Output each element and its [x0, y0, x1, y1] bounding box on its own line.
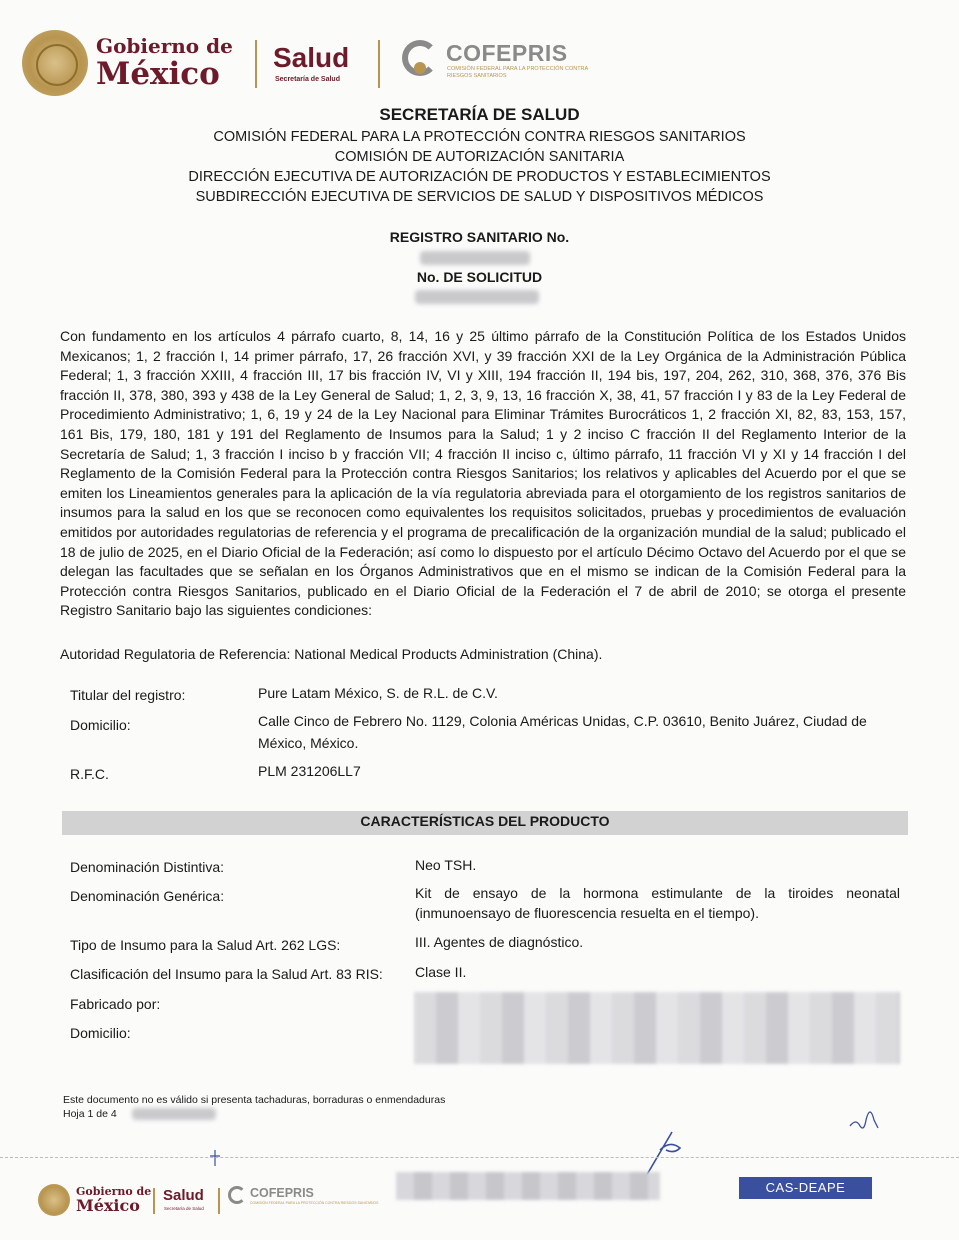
generica-label: Denominación Genérica:: [70, 888, 225, 904]
small-mark: [205, 1148, 225, 1170]
titular-label: Titular del registro:: [70, 687, 186, 703]
footer-salud-text: Salud: [163, 1187, 204, 1204]
initials-mark: [844, 1090, 884, 1140]
redacted-registro: [420, 251, 530, 265]
autoridad-text: Autoridad Regulatoria de Referencia: National Medical Products Administration (China).: [60, 646, 603, 662]
footer-cofepris-subtitle: COMISIÓN FEDERAL PARA LA PROTECCIÓN CONTRA RIESGOS SANITARIOS: [250, 1201, 379, 1205]
footer-cofepris-text: COFEPRIS: [250, 1186, 314, 1200]
title-line-3: DIRECCIÓN EJECUTIVA DE AUTORIZACIÓN DE PRODUCTOS Y ESTABLECIMIENTOS: [188, 169, 771, 185]
cofepris-logo-text: COFEPRIS: [446, 40, 568, 66]
gobierno-top-text: Gobierno de: [96, 34, 233, 58]
redacted-footer-code-2: [396, 1172, 660, 1200]
clasificacion-value: Clase II.: [415, 964, 467, 980]
registro-label: REGISTRO SANITARIO No.: [389, 229, 570, 245]
footer-salud-subtitle: Secretaría de Salud: [164, 1206, 204, 1211]
domicilio-value-1: Calle Cinco de Febrero No. 1129, Colonia Américas Unidas, C.P. 03610, Benito Juárez, Ciudad de: [258, 713, 867, 729]
fabricante-domicilio-label: Domicilio:: [70, 1025, 131, 1041]
rfc-label: R.F.C.: [70, 766, 109, 782]
footer-mexico-seal-logo: [38, 1184, 70, 1216]
fabricado-label: Fabricado por:: [70, 996, 161, 1012]
cas-deape-badge: CAS-DEAPE: [739, 1177, 872, 1199]
footer-divider-bar: [218, 1188, 220, 1214]
cofepris-subtitle: COMISIÓN FEDERAL PARA LA PROTECCIÓN CONTRA RIESGOS SANITARIOS: [447, 66, 588, 79]
domicilio-value-2: México, México.: [258, 735, 359, 751]
title-line-1: COMISIÓN FEDERAL PARA LA PROTECCIÓN CONTRA RIESGOS SANITARIOS: [213, 129, 746, 145]
title-line-2: COMISIÓN DE AUTORIZACIÓN SANITARIA: [334, 149, 625, 165]
page-counter: Hoja 1 de 4: [63, 1108, 117, 1120]
generica-value-2: (inmunoensayo de fluorescencia resuelta en el tiempo).: [415, 905, 759, 921]
page-title: SECRETARÍA DE SALUD: [379, 105, 580, 124]
footer-gobierno-top: Gobierno de: [76, 1185, 152, 1198]
clasificacion-label: Clasificación del Insumo para la Salud Art. 83 RIS:: [70, 966, 383, 982]
domicilio-label: Domicilio:: [70, 717, 131, 733]
header-divider: [378, 40, 380, 88]
redacted-solicitud: [415, 290, 539, 304]
legal-paragraph: Con fundamento en los artículos 4 párrafo cuarto, 8, 14, 16 y 25 último párrafo de la Constitución Política de los Estados Unidos Mexicanos; 1, 2 fracción I, 14 primer párrafo, 17, 26 fracción XVI, y 39 fracción XXI de la Ley Orgánica de la Administración Pública Federal; 1, 3 fracción XXIII, 4 fracción III, 17 bis fracción IV, VI y XIII, 194 fracción II, 194 bis, 197, 204, 262, 310, 368, 376, 376 Bis fracción II, 378, 380, 393 y 438 de la Ley General de Salud; 1, 2, 3, 9, 13, 16 fracción X, 38, 41, 57 fracción I y 83 de la Ley Federal de Procedimiento Administrativo; 1, 6, 19 y 24 de la Ley Nacional para Eliminar Trámites Burocráticos 1, 2 fracción XI, 82, 83, 153, 157, 161 Bis, 179, 180, 181 y 191 del Reglamento de Insumos para la Salud; 1 y 2 inciso C fracción II del Reglamento Interior de la Secretaría de Salud; 1, 3 fracción I inciso b y fracción VII; 4 fracción II inciso c, último párrafo, 11 fracción VI y XI y 14 fracción I del Reglamento de la Comisión Federal para la Protección contra Riesgos Sanitarios; los relativos y aplicables del Acuerdo por el que se emiten los Lineamientos generales para la aplicación de la vía regulatoria abreviada para el otorgamiento de los registros sanitarios de insumos para la salud en los que se reconocen como equivalentes los requisitos solicitados, pruebas y procedimientos de evaluación emitidos por autoridades regulatorias de referencia y el programa de precalificación de la organización mundial de la salud; publicado el 18 de julio de 2025, en el Diario Oficial de la Federación; así como lo dispuesto por el artículo Décimo Octavo del Acuerdo por el que se delegan las facultades que se señalan en los Órganos Administrativos que en el mismo se indican de la Comisión Federal para la Protección contra Riesgos Sanitarios, publicado en el Diario Oficial de la Federación el 7 de abril de 2010; se otorga el presente Registro Sanitario bajo las siguientes condiciones:: [60, 328, 906, 619]
cofepris-dot-icon: [414, 62, 426, 74]
footer-cofepris-icon: [228, 1186, 246, 1204]
mexico-seal-logo: [22, 30, 88, 96]
footer-divider-bar: [153, 1188, 155, 1214]
titular-value: Pure Latam México, S. de R.L. de C.V.: [258, 685, 498, 701]
footer-divider: [0, 1157, 959, 1158]
distintiva-value: Neo TSH.: [415, 857, 477, 873]
title-line-4: SUBDIRECCIÓN EJECUTIVA DE SERVICIOS DE SALUD Y DISPOSITIVOS MÉDICOS: [195, 189, 764, 205]
generica-value-1: Kit de ensayo de la hormona estimulante de la tiroides neonatal: [415, 885, 900, 901]
redacted-manufacturer: [414, 992, 900, 1064]
section-title: CARACTERÍSTICAS DEL PRODUCTO: [360, 813, 610, 829]
rfc-value: PLM 231206LL7: [258, 763, 361, 779]
distintiva-label: Denominación Distintiva:: [70, 859, 225, 875]
footer-gobierno-main: México: [76, 1196, 140, 1215]
validity-notice: Este documento no es válido si presenta tachaduras, borraduras o enmendaduras: [63, 1094, 446, 1106]
redacted-footer-code: [132, 1108, 216, 1120]
salud-subtitle: Secretaría de Salud: [275, 76, 340, 83]
header-divider: [255, 40, 257, 88]
solicitud-label: No. DE SOLICITUD: [416, 269, 543, 285]
salud-logo-text: Salud: [273, 42, 350, 73]
gobierno-main-text: México: [96, 56, 220, 92]
tipo-value: III. Agentes de diagnóstico.: [415, 934, 584, 950]
tipo-label: Tipo de Insumo para la Salud Art. 262 LGS:: [70, 937, 341, 953]
